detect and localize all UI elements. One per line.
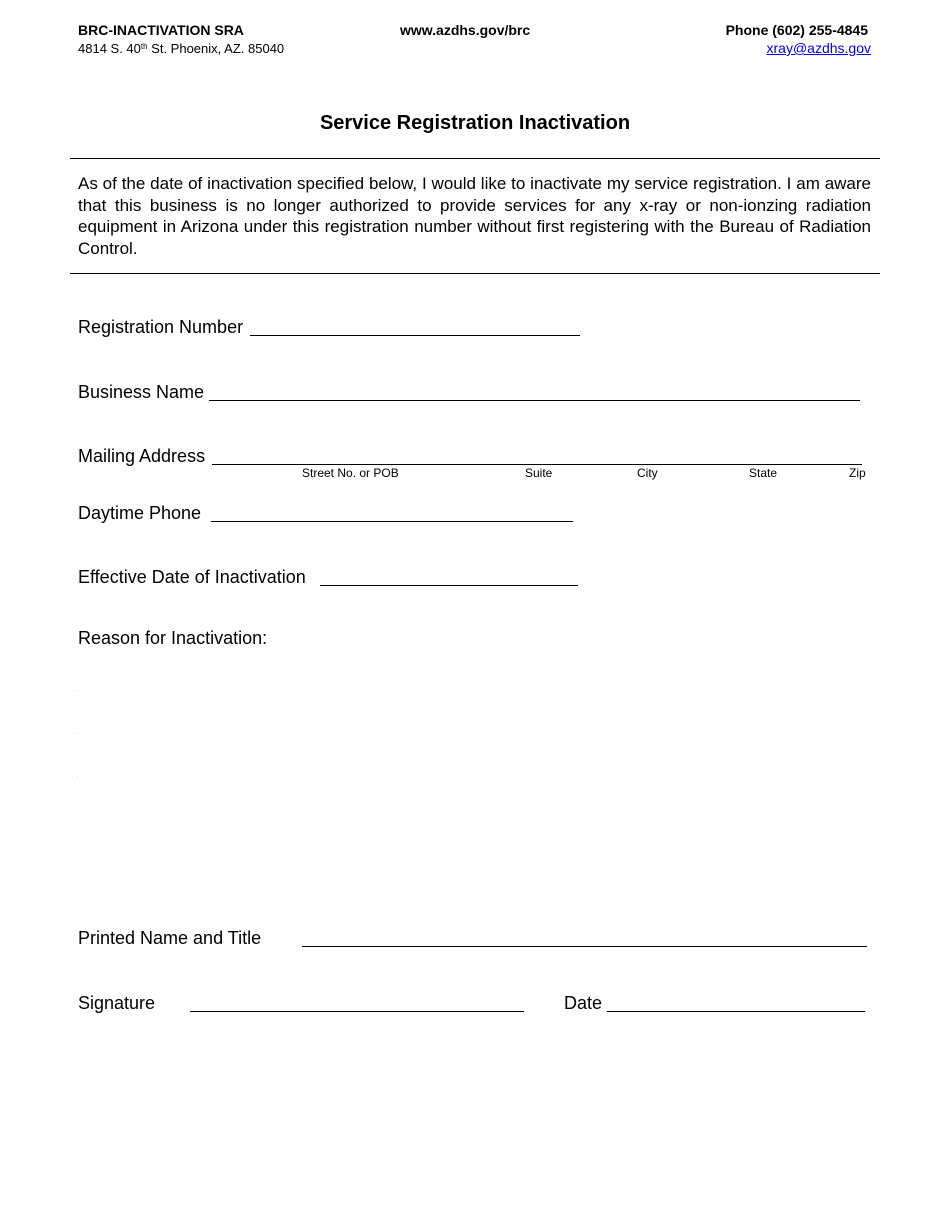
daytime-phone-label: Daytime Phone [78,503,202,523]
divider-bottom [70,273,880,274]
daytime-phone-field[interactable] [211,521,573,522]
registration-number-label: Registration Number [78,317,244,337]
office-address: 4814 S. 40th St. Phoenix, AZ. 85040 [78,41,285,56]
phone-number: Phone (602) 255-4845 [725,22,868,38]
intro-statement: As of the date of inactivation specified below, I would like to inactivate my service registration. I am aware that this business is no longer authorized to provide services for any x-ray or non-ionzing radiation equipment in Arizona under this registration number without first registering with the Bureau of Radiation Control. [78,174,871,258]
effective-date-label: Effective Date of Inactivation [78,567,306,587]
website-url: www.azdhs.gov/brc [400,22,531,38]
reason-label: Reason for Inactivation: [78,628,268,648]
reason-line-marker [77,690,78,691]
page-title: Service Registration Inactivation [319,112,631,134]
registration-number-field[interactable] [250,335,580,336]
divider-top [70,158,880,159]
form-code: BRC-INACTIVATION SRA [78,22,244,38]
business-name-label: Business Name [78,382,205,402]
address-city-caption: City [637,466,658,480]
date-field[interactable] [607,1011,865,1012]
printed-name-label: Printed Name and Title [78,928,262,948]
email-link[interactable]: xray@azdhs.gov [766,40,871,56]
effective-date-field[interactable] [320,585,578,586]
mailing-address-label: Mailing Address [78,446,206,466]
address-state-caption: State [749,466,778,480]
business-name-field[interactable] [209,400,860,401]
signature-label: Signature [78,993,156,1013]
mailing-address-field[interactable] [212,464,862,465]
signature-field[interactable] [190,1011,524,1012]
reason-line-marker [77,776,78,777]
reason-line-marker [77,733,78,734]
date-label: Date [564,993,603,1013]
reason-line-marker [77,819,78,820]
printed-name-field[interactable] [302,946,867,947]
address-suite-caption: Suite [525,466,553,480]
address-zip-caption: Zip [849,466,866,480]
reason-writing-area[interactable] [78,660,868,860]
address-street-caption: Street No. or POB [302,466,399,480]
